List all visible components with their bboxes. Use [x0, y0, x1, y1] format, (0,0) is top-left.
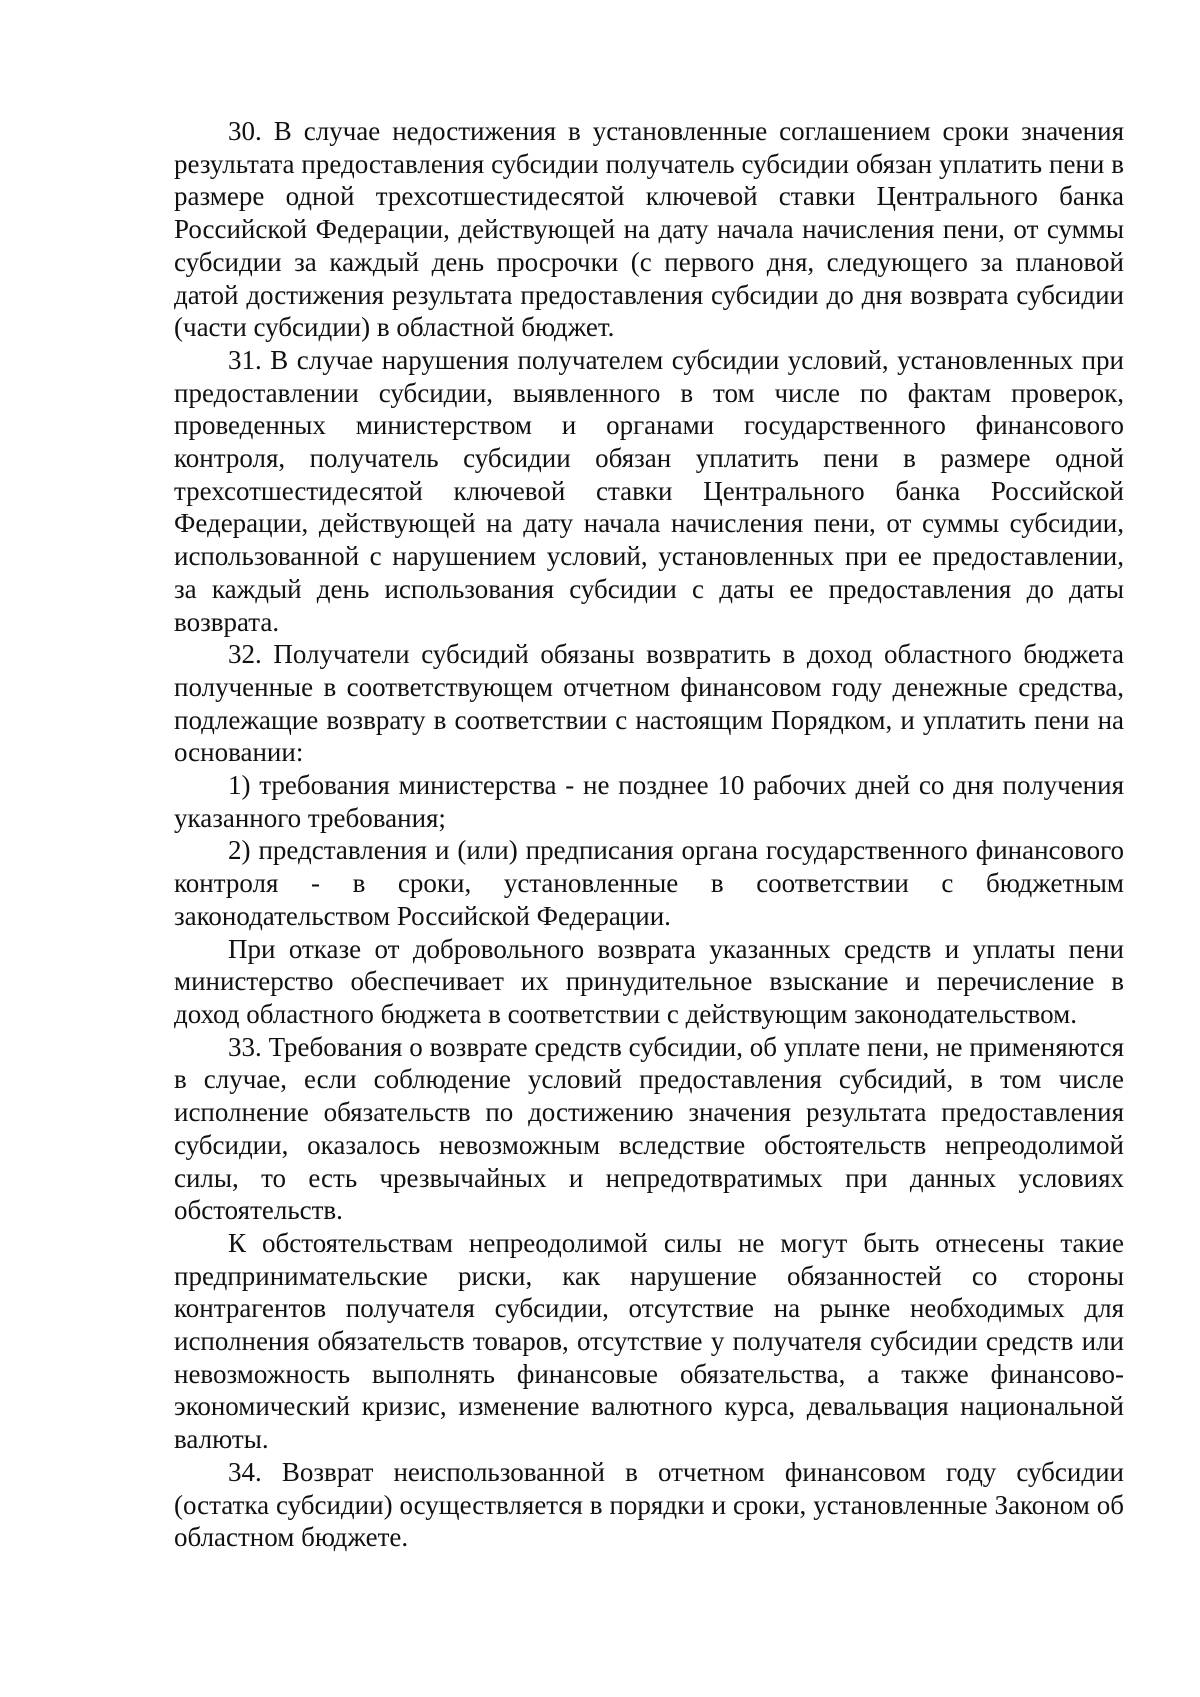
paragraph-32-item-2: 2) представления и (или) предписания органа государственного финансового контроля - в сроки, установленные в соответствии с бюджетным законодательством Российской Федерации. — [174, 835, 1124, 931]
document-page — [174, 115, 1124, 1554]
paragraph-31: 31. В случае нарушения получателем субсидии условий, установленных при предоставлении субсидии, выявленного в том числе по фактам проверок, проведенных министерством и органами государственного финансового контроля, получатель субсидии обязан уплатить пени в размере одной трехсотшестидесятой ключевой ставки Центрального банка Российской Федерации, действующей на дату начала начисления пени, от суммы субсидии, использованной с нарушением условий, установленных при ее предоставлении, за каждый день использования субсидии с даты ее предоставления до даты возврата. — [174, 344, 1124, 637]
paragraph-30: 30. В случае недостижения в установленные соглашением сроки значения результата предоставления субсидии получатель субсидии обязан уплатить пени в размере одной трехсотшестидесятой ключевой ставки Центрального банка Российской Федерации, действующей на дату начала начисления пени, от суммы субсидии за каждый день просрочки (с первого дня, следующего за плановой датой достижения результата предоставления субсидии до дня возврата субсидии (части субсидии) в областной бюджет. — [174, 116, 1124, 343]
paragraph-33: 33. Требования о возврате средств субсидии, об уплате пени, не применяются в случае, если соблюдение условий предоставления субсидий, в том числе исполнение обязательств по достижению значения результата предоставления субсидии, оказалось невозможным вследствие обстоятельств непреодолимой силы, то есть чрезвычайных и непредотвратимых при данных условиях обстоятельств. — [174, 1031, 1124, 1226]
paragraph-32: 32. Получатели субсидий обязаны возвратить в доход областного бюджета полученные в соответствующем отчетном финансовом году денежные средства, подлежащие возврату в соответствии с настоящим Порядком, и уплатить пени на основании: — [174, 639, 1124, 768]
paragraph-32-item-1: 1) требования министерства - не позднее 10 рабочих дней со дня получения указанного требования; — [174, 770, 1124, 833]
paragraph-refusal: При отказе от добровольного возврата указанных средств и уплаты пени министерство обеспечивает их принудительное взыскание и перечисление в доход областного бюджета в соответствии с действующим законодательством. — [174, 933, 1124, 1029]
paragraph-34: 34. Возврат неиспользованной в отчетном финансовом году субсидии (остатка субсидии) осуществляется в порядки и сроки, установленные Законом об областном бюджете. — [174, 1456, 1124, 1553]
paragraph-force-majeure: К обстоятельствам непреодолимой силы не могут быть отнесены такие предпринимательские риски, как нарушение обязанностей со стороны контрагентов получателя субсидии, отсутствие на рынке необходимых для исполнения обязательств товаров, отсутствие у получателя субсидии средств или невозможность выполнять финансовые обязательства, а также финансово-экономический кризис, изменение валютного курса, девальвация национальной валюты. — [174, 1227, 1124, 1455]
